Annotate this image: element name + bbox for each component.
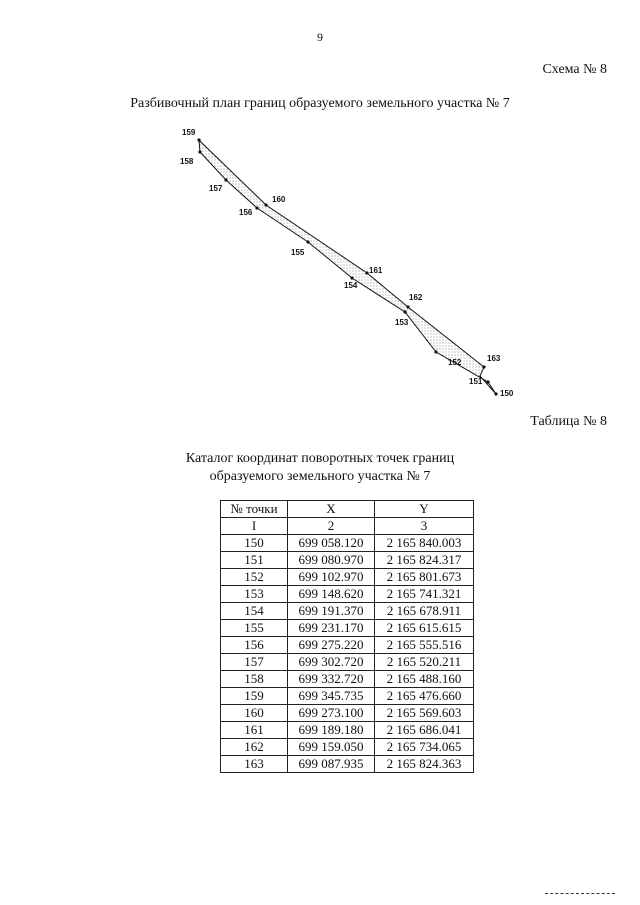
cell-y: 2 165 678.911 xyxy=(375,603,474,620)
cell-x: 699 087.935 xyxy=(288,756,375,773)
table-row xyxy=(221,671,474,688)
cell-point: 161 xyxy=(221,722,288,739)
cell-y: 2 165 555.516 xyxy=(375,637,474,654)
cell-x: 699 058.120 xyxy=(288,535,375,552)
catalog-title-line-1: Каталог координат поворотных точек границ xyxy=(185,451,455,466)
point-marker-156 xyxy=(255,206,258,209)
table-row xyxy=(221,756,474,773)
cell-y: 2 165 734.065 xyxy=(375,739,474,756)
cell-x: 699 231.170 xyxy=(288,620,375,637)
cell-x: 699 345.735 xyxy=(288,688,375,705)
scheme-label: Схема № 8 xyxy=(542,62,607,77)
point-marker-162 xyxy=(406,305,409,308)
table-row xyxy=(221,569,474,586)
table-row xyxy=(221,620,474,637)
point-marker-160 xyxy=(264,203,267,206)
footer-rule xyxy=(545,893,615,894)
table-row xyxy=(221,705,474,722)
catalog-title xyxy=(0,450,640,486)
table-row xyxy=(221,535,474,552)
point-label-150: 150 xyxy=(500,389,514,398)
cell-y: 2 165 476.660 xyxy=(375,688,474,705)
table-row xyxy=(221,739,474,756)
coordinates-table xyxy=(220,500,474,773)
cell-x: 699 302.720 xyxy=(288,654,375,671)
cell-point: 156 xyxy=(221,637,288,654)
point-marker-159 xyxy=(197,138,200,141)
point-label-160: 160 xyxy=(272,195,286,204)
table-row xyxy=(221,586,474,603)
cell-x: 699 191.370 xyxy=(288,603,375,620)
point-marker-158 xyxy=(198,150,201,153)
cell-point: 157 xyxy=(221,654,288,671)
point-marker-150 xyxy=(494,392,497,395)
cell-y: 2 165 741.321 xyxy=(375,586,474,603)
cell-y: 2 165 686.041 xyxy=(375,722,474,739)
point-marker-154 xyxy=(350,276,353,279)
point-label-162: 162 xyxy=(409,293,423,302)
cell-point: 152 xyxy=(221,569,288,586)
table-row xyxy=(221,688,474,705)
point-marker-153 xyxy=(403,310,406,313)
table-row xyxy=(221,654,474,671)
cell-x: 699 332.720 xyxy=(288,671,375,688)
cell-point: 154 xyxy=(221,603,288,620)
cell-x: 699 159.050 xyxy=(288,739,375,756)
boundary-plan-drawing xyxy=(160,120,520,410)
cell-point: 153 xyxy=(221,586,288,603)
point-label-154: 154 xyxy=(344,281,358,290)
cell-y: 2 165 824.317 xyxy=(375,552,474,569)
point-marker-157 xyxy=(224,178,227,181)
header-y: Y xyxy=(375,501,474,518)
table-row xyxy=(221,637,474,654)
cell-x: 699 275.220 xyxy=(288,637,375,654)
table-header-row xyxy=(221,501,474,518)
plan-title: Разбивочный план границ образуемого земельного участка № 7 xyxy=(130,96,510,111)
header-x: X xyxy=(288,501,375,518)
cell-y: 2 165 824.363 xyxy=(375,756,474,773)
cell-y: 2 165 615.615 xyxy=(375,620,474,637)
point-label-151: 151 xyxy=(469,377,483,386)
point-label-157: 157 xyxy=(209,184,223,193)
table-row xyxy=(221,722,474,739)
point-label-159: 159 xyxy=(182,128,196,137)
point-label-153: 153 xyxy=(395,318,409,327)
table-label: Таблица № 8 xyxy=(530,414,607,429)
cell-y: 2 165 488.160 xyxy=(375,671,474,688)
parcel-polygon xyxy=(199,140,496,394)
cell-x: 699 148.620 xyxy=(288,586,375,603)
index-col-2: 2 xyxy=(288,518,375,535)
cell-x: 699 102.970 xyxy=(288,569,375,586)
header-point-number: № точки xyxy=(221,501,288,518)
point-label-158: 158 xyxy=(180,157,194,166)
cell-point: 163 xyxy=(221,756,288,773)
cell-y: 2 165 840.003 xyxy=(375,535,474,552)
cell-point: 158 xyxy=(221,671,288,688)
point-marker-152 xyxy=(434,350,437,353)
cell-point: 160 xyxy=(221,705,288,722)
point-label-155: 155 xyxy=(291,248,305,257)
cell-point: 150 xyxy=(221,535,288,552)
table-row xyxy=(221,603,474,620)
point-label-163: 163 xyxy=(487,354,501,363)
point-label-161: 161 xyxy=(369,266,383,275)
table-index-row xyxy=(221,518,474,535)
table-row xyxy=(221,552,474,569)
catalog-title-line-2: образуемого земельного участка № 7 xyxy=(209,469,431,484)
cell-x: 699 273.100 xyxy=(288,705,375,722)
cell-point: 159 xyxy=(221,688,288,705)
index-col-1: I xyxy=(221,518,288,535)
cell-point: 162 xyxy=(221,739,288,756)
cell-y: 2 165 520.211 xyxy=(375,654,474,671)
cell-y: 2 165 801.673 xyxy=(375,569,474,586)
point-label-152: 152 xyxy=(448,358,462,367)
point-marker-151 xyxy=(486,380,489,383)
point-marker-155 xyxy=(306,240,309,243)
cell-x: 699 189.180 xyxy=(288,722,375,739)
cell-x: 699 080.970 xyxy=(288,552,375,569)
index-col-3: 3 xyxy=(375,518,474,535)
cell-point: 155 xyxy=(221,620,288,637)
point-marker-163 xyxy=(482,365,485,368)
cell-point: 151 xyxy=(221,552,288,569)
point-label-156: 156 xyxy=(239,208,253,217)
page-number: 9 xyxy=(317,30,323,44)
cell-y: 2 165 569.603 xyxy=(375,705,474,722)
